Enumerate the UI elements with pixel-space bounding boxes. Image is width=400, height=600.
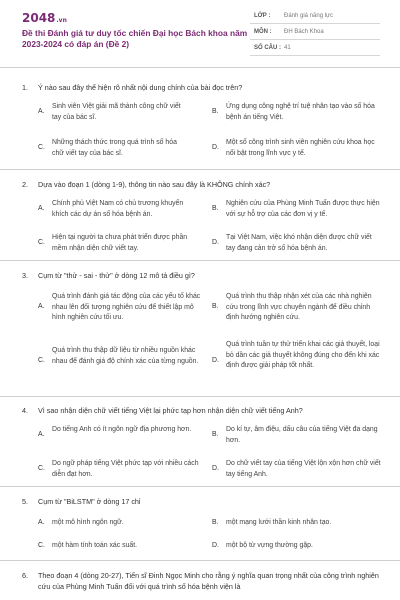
question-text: Cụm từ "BiLSTM" ở dòng 17 chỉ xyxy=(38,497,141,506)
meta-key: MÔN : xyxy=(254,29,272,35)
option-text: một bộ từ vựng thường gặp. xyxy=(226,542,313,549)
option-letter: B. xyxy=(212,519,219,526)
option-text: Quá trình thu thập dữ liệu từ nhiều nguồn khác nhau để đánh giá độ chính xác của từng nguồn. xyxy=(52,347,199,365)
option-letter: B. xyxy=(212,205,219,212)
option-text: Quá trình đánh giá tác động của các yếu tố khác nhau lên đối tượng nghiên cứu để thiết lập mô hình nghiên cứu tối ưu. xyxy=(52,293,201,321)
site-logo[interactable] xyxy=(22,11,67,25)
question-title xyxy=(22,570,384,592)
option-letter: C. xyxy=(38,144,45,151)
option-letter: A. xyxy=(38,205,45,212)
option-letter: C. xyxy=(38,465,45,472)
meta-row-class xyxy=(250,8,380,24)
option-letter: B. xyxy=(212,303,219,310)
question-text: Cụm từ "thử - sai - thử" ở dòng 12 mô tả điều gì? xyxy=(38,271,195,280)
question-text: Dựa vào đoạn 1 (dòng 1-9), thông tin nào sau đây là KHÔNG chính xác? xyxy=(38,180,271,189)
question-number: 6. xyxy=(22,571,28,580)
option-text: Quá trình thu thập nhận xét của các nhà nghiên cứu trong lĩnh vực chuyên ngành để điều chỉnh định hướng nghiên cứu. xyxy=(226,293,372,321)
option-text: Một số công trình sinh viên nghiên cứu khoa học nổi bật trong lĩnh vực y tế. xyxy=(226,139,375,157)
logo-suffix: .vn xyxy=(56,17,67,24)
option-letter: B. xyxy=(212,108,219,115)
question-title xyxy=(22,82,382,93)
question-text: Theo đoạn 4 (dòng 20-27), Tiến sĩ Đinh Ngọc Minh cho rằng ý nghĩa quan trọng nhất của công trình nghiên cứu của Phùng Minh Tuấn đối với quá trình số hóa bệnh viện là xyxy=(38,571,379,591)
option-letter: A. xyxy=(38,108,45,115)
option-text: Do chữ viết tay của tiếng Việt lộn xộn hơn chữ viết tay tiếng Anh. xyxy=(226,460,381,478)
option-text: Do kí tự, âm điệu, dấu câu của tiếng Việt đa dạng hơn. xyxy=(226,426,378,444)
option-letter: A. xyxy=(38,519,45,526)
question-divider xyxy=(0,560,400,561)
option-letter: B. xyxy=(212,431,219,438)
page-header xyxy=(0,0,400,64)
option-text: Sinh viên Việt giải mã thành công chữ viết tay của bác sĩ. xyxy=(52,103,181,121)
option-text: Những thách thức trong quá trình số hóa chữ viết tay của bác sĩ. xyxy=(52,139,177,157)
question-number: 2. xyxy=(22,180,28,189)
option-text: Quá trình tuần tự thử triển khai các giả thuyết, loại bỏ dần các giả thuyết không đúng cho đến khi xác định được giải pháp tốt nhất. xyxy=(226,341,380,369)
option-letter: D. xyxy=(212,357,219,364)
exam-title: Đề thi Đánh giá tư duy tốc chiến Đại học Bách khoa năm 2023-2024 có đáp án (Đề 2) xyxy=(22,28,248,49)
option-text: Tại Việt Nam, việc khó nhận diện được chữ viết tay đang cản trở số hóa bệnh án. xyxy=(226,234,372,252)
question-title xyxy=(22,270,382,281)
question-title xyxy=(22,405,382,416)
option-text: Chính phủ Việt Nam có chủ trương khuyến khích các dự án số hóa bệnh án. xyxy=(52,200,184,218)
question-divider xyxy=(0,396,400,397)
meta-row-subject xyxy=(250,24,380,40)
option-letter: D. xyxy=(212,239,219,246)
meta-key: SỐ CÂU : xyxy=(254,45,281,51)
option-text: một hàm tính toán xác suất. xyxy=(52,542,138,549)
question-divider xyxy=(0,260,400,261)
option-letter: A. xyxy=(38,431,45,438)
option-letter: C. xyxy=(38,239,45,246)
option-letter: D. xyxy=(212,144,219,151)
question-number: 4. xyxy=(22,406,28,415)
question-number: 1. xyxy=(22,83,28,92)
option-letter: A. xyxy=(38,303,45,310)
exam-meta xyxy=(250,8,380,56)
option-text: Do tiếng Anh có ít ngôn ngữ địa phương hơn. xyxy=(52,426,192,433)
question-number: 3. xyxy=(22,271,28,280)
option-letter: D. xyxy=(212,542,219,549)
option-text: một mạng lưới thần kinh nhân tạo. xyxy=(226,519,332,526)
option-letter: C. xyxy=(38,357,45,364)
option-text: Do ngữ pháp tiếng Việt phức tạp với nhiều cách diễn đạt hơn. xyxy=(52,460,199,478)
option-text: một mô hình ngôn ngữ. xyxy=(52,519,124,526)
meta-value: Đánh giá năng lực xyxy=(284,13,334,19)
question-divider xyxy=(0,169,400,170)
question-title xyxy=(22,496,382,507)
meta-key: LỚP : xyxy=(254,13,271,19)
option-text: Hiện tại người ta chưa phát triển được phần mềm nhận diện chữ viết tay. xyxy=(52,234,188,252)
option-text: Nghiên cứu của Phùng Minh Tuấn được thực hiện với sự hỗ trợ của các đơn vị y tế. xyxy=(226,200,380,218)
option-letter: C. xyxy=(38,542,45,549)
question-text: Ý nào sau đây thể hiện rõ nhất nội dung chính của bài đọc trên? xyxy=(38,83,243,92)
option-text: Ứng dụng công nghệ trí tuệ nhân tạo vào số hóa bệnh án tiếng Việt. xyxy=(226,103,375,121)
question-text: Vì sao nhận diện chữ viết tiếng Việt lại phức tạp hơn nhận diện chữ viết tiếng Anh? xyxy=(38,406,303,415)
header-divider xyxy=(0,67,400,68)
meta-value: ĐH Bách Khoa xyxy=(284,29,324,35)
question-title xyxy=(22,179,382,190)
question-divider xyxy=(0,486,400,487)
option-letter: D. xyxy=(212,465,219,472)
question-number: 5. xyxy=(22,497,28,506)
logo-text: 2048 xyxy=(22,11,56,25)
meta-value: 41 xyxy=(284,45,291,51)
meta-row-count xyxy=(250,40,380,56)
